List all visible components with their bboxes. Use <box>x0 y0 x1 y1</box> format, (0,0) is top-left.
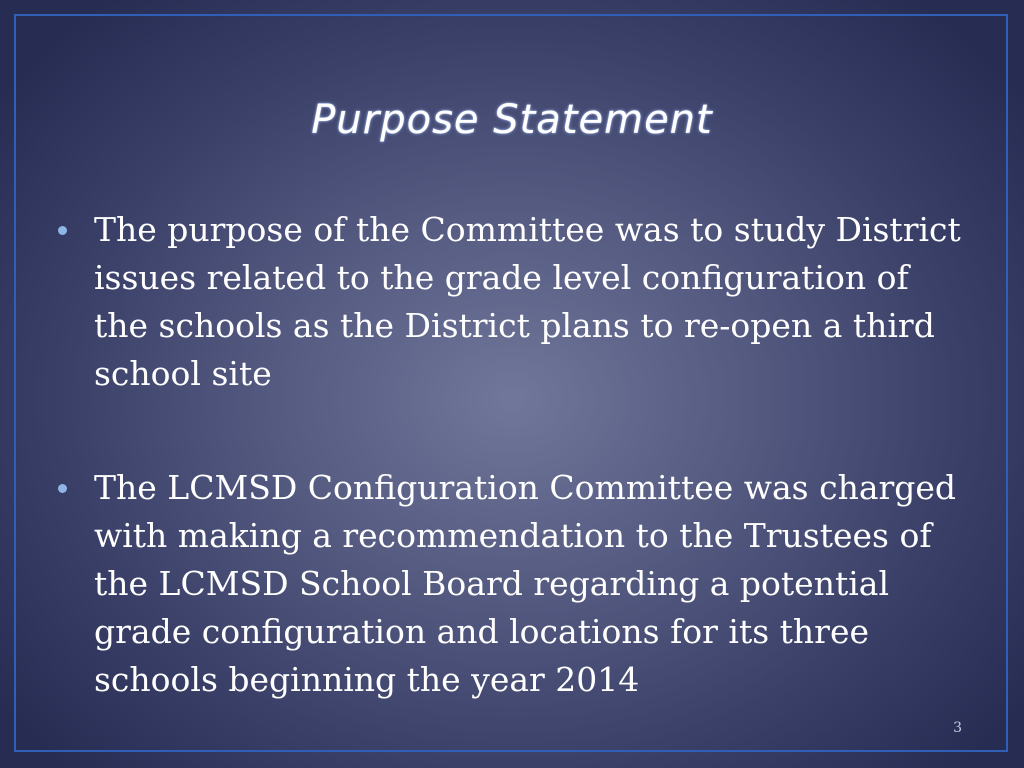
bullet-item <box>58 464 968 704</box>
bullet-dot-icon <box>58 484 67 493</box>
bullet-text: The LCMSD Configuration Committee was charged with making a recommendation to the Trustees of the LCMSD School Board regarding a potential grade configuration and locations for its three schools beginning the year 2014 <box>94 468 957 699</box>
bullet-dot-icon <box>58 226 67 235</box>
bullet-item <box>58 206 968 398</box>
slide-title: Purpose Statement <box>311 97 713 143</box>
bullet-list <box>58 206 968 704</box>
page-number: 3 <box>953 720 962 736</box>
bullet-text: The purpose of the Committee was to study District issues related to the grade level configuration of the schools as the District plans to re-open a third school site <box>94 210 961 393</box>
